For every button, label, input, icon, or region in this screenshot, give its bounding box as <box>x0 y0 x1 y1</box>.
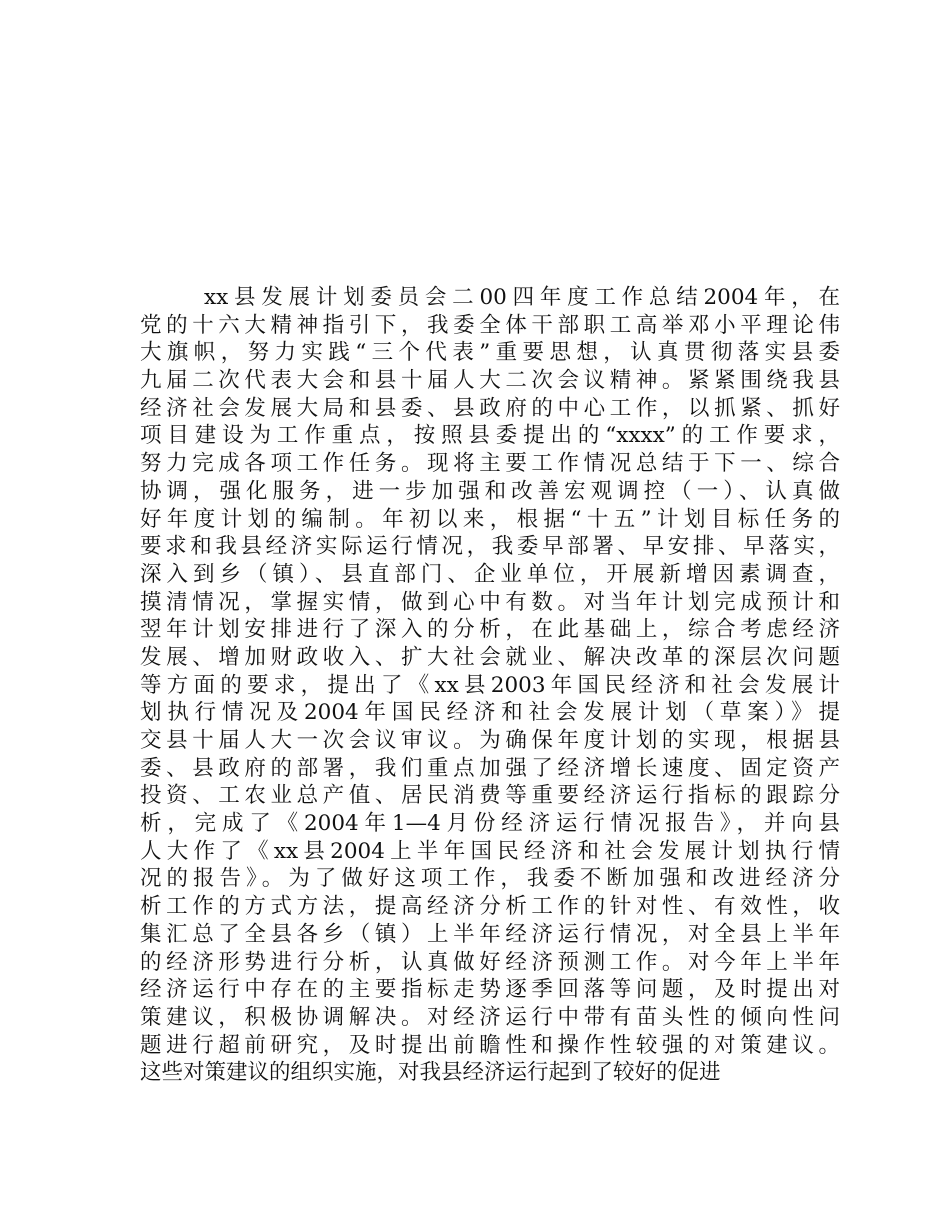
text-line: 交县十届人大一次会议审议。为确保年度计划的实现，根据县 <box>140 728 840 753</box>
text-line: 努力完成各项工作任务。现将主要工作情况总结于下一、综合 <box>140 451 840 477</box>
text-line: 的经济形势进行分析，认真做好经济预测工作。对今年上半年 <box>140 949 840 975</box>
text-line: 这些对策建议的组织实施，对我县经济运行起到了较好的促进 <box>140 1060 721 1086</box>
text-line: 策建议，积极协调解决。对经济运行中带有苗头性的倾向性问 <box>140 1004 840 1030</box>
text-line: 委、县政府的部署，我们重点加强了经济增长速度、固定资产 <box>140 755 840 781</box>
text-line: 九届二次代表大会和县十届人大二次会议精神。紧紧围绕我县 <box>140 368 840 394</box>
text-line: 协调，强化服务，进一步加强和改善宏观调控（一）、认真做 <box>140 478 840 504</box>
text-line: 析工作的方式方法，提高经济分析工作的针对性、有效性，收 <box>140 894 840 920</box>
text-line: 况的报告》。为了做好这项工作，我委不断加强和改进经济分 <box>140 866 840 892</box>
text-line: 经济运行中存在的主要指标走势逐季回落等问题，及时提出对 <box>140 977 840 1003</box>
text-line: 等方面的要求，提出了《xx县2003年国民经济和社会发展计 <box>140 672 841 698</box>
text-line: 摸清情况，掌握实情，做到心中有数。对当年计划完成预计和 <box>140 589 840 615</box>
body-paragraph <box>140 284 840 1087</box>
text-line: 集汇总了全县各乡（镇）上半年经济运行情况，对全县上半年 <box>140 921 840 947</box>
text-line: 人大作了《xx县2004上半年国民经济和社会发展计划执行情 <box>140 838 840 864</box>
text-line: 发展、增加财政收入、扩大社会就业、解决改革的深层次问题 <box>140 644 840 670</box>
text-line: 项目建设为工作重点，按照县委提出的“xxxx”的工作要求， <box>140 423 840 449</box>
text-line: 投资、工农业总产值、居民消费等重要经济运行指标的跟踪分 <box>140 783 840 809</box>
text-line: 经济社会发展大局和县委、县政府的中心工作，以抓紧、抓好 <box>140 395 840 421</box>
text-line: 析，完成了《2004年1—4月份经济运行情况报告》，并向县 <box>140 811 840 837</box>
text-line: 大旗帜，努力实践“三个代表”重要思想，认真贯彻落实县委 <box>140 340 840 366</box>
text-line: 题进行超前研究，及时提出前瞻性和操作性较强的对策建议。 <box>140 1032 840 1058</box>
text-line: 好年度计划的编制。年初以来，根据“十五”计划目标任务的 <box>140 506 840 532</box>
text-line: 翌年计划安排进行了深入的分析，在此基础上，综合考虑经济 <box>140 617 840 643</box>
text-line: 深入到乡（镇）、县直部门、企业单位，开展新增因素调查， <box>140 561 840 587</box>
text-line: 党的十六大精神指引下，我委全体干部职工高举邓小平理论伟 <box>140 312 840 338</box>
text-line: 要求和我县经济实际运行情况，我委早部署、早安排、早落实， <box>140 534 840 560</box>
text-line: 划执行情况及2004年国民经济和社会发展计划（草案）》提 <box>140 700 840 726</box>
text-line: xx县发展计划委员会二00四年度工作总结2004年，在 <box>204 285 840 310</box>
